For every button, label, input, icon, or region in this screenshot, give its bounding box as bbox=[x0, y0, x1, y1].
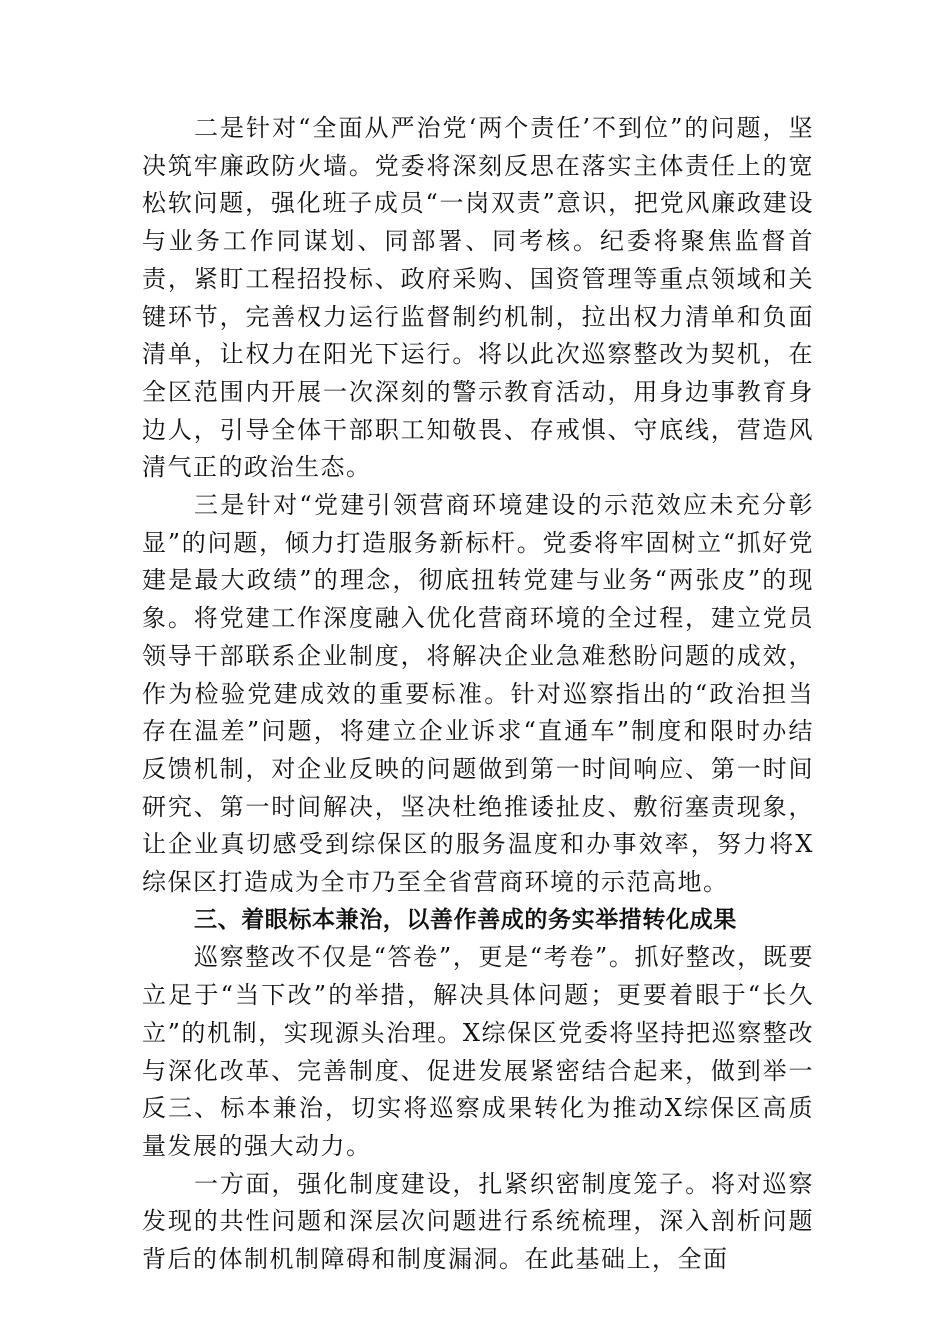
paragraph-two-responsibilities: 二是针对“全面从严治党‘两个责任’不到位”的问题，坚决筑牢廉政防火墙。党委将深刻反思在落实主体责任上的宽松软问题，强化班子成员“一岗双责”意识，把党风廉政建设与业务工作同谋划、同部署、同考核。纪委将聚焦监督首责，紧盯工程招投标、政府采购、国资管理等重点领域和关键环节，完善权力运行监督制约机制，拉出权力清单和负面清单，让权力在阳光下运行。将以此次巡察整改为契机，在全区范围内开展一次深刻的警示教育活动，用身边事教育身边人，引导全体干部职工知敬畏、存戒惧、守底线，营造风清气正的政治生态。 bbox=[142, 114, 814, 482]
paragraph-system-building: 一方面，强化制度建设，扎紧织密制度笼子。将对巡察发现的共性问题和深层次问题进行系统梳理，深入剖析问题背后的体制机制障碍和制度漏洞。在此基础上，全面 bbox=[142, 1169, 814, 1274]
paragraph-business-environment: 三是针对“党建引领营商环境建设的示范效应未充分彰显”的问题，倾力打造服务新标杆。党委将牢固树立“抓好党建是最大政绩”的理念，彻底扭转党建与业务“两张皮”的现象。将党建工作深度融入优化营商环境的全过程，建立党员领导干部联系企业制度，将解决企业急难愁盼问题的成效，作为检验党建成效的重要标准。针对巡察指出的“政治担当存在温差”问题，将建立企业诉求“直通车”制度和限时办结反馈机制，对企业反映的问题做到第一时间响应、第一时间研究、第一时间解决，坚决杜绝推诿扯皮、敷衍塞责现象，让企业真切感受到综保区的服务温度和办事效率，努力将X综保区打造成为全市乃至全省营商环境的示范高地。 bbox=[142, 491, 814, 897]
section-heading: 三、着眼标本兼治，以善作善成的务实举措转化成果 bbox=[194, 906, 737, 933]
paragraph-rectification-intro: 巡察整改不仅是“答卷”，更是“考卷”。抓好整改，既要立足于“当下改”的举措，解决具体问题；更要着眼于“长久立”的机制，实现源头治理。X综保区党委将坚持把巡察整改与深化改革、完善制度、促进发展紧密结合起来，做到举一反三、标本兼治，切实将巡察成果转化为推动X综保区高质量发展的强大动力。 bbox=[142, 943, 814, 1160]
document-body bbox=[142, 110, 814, 1279]
